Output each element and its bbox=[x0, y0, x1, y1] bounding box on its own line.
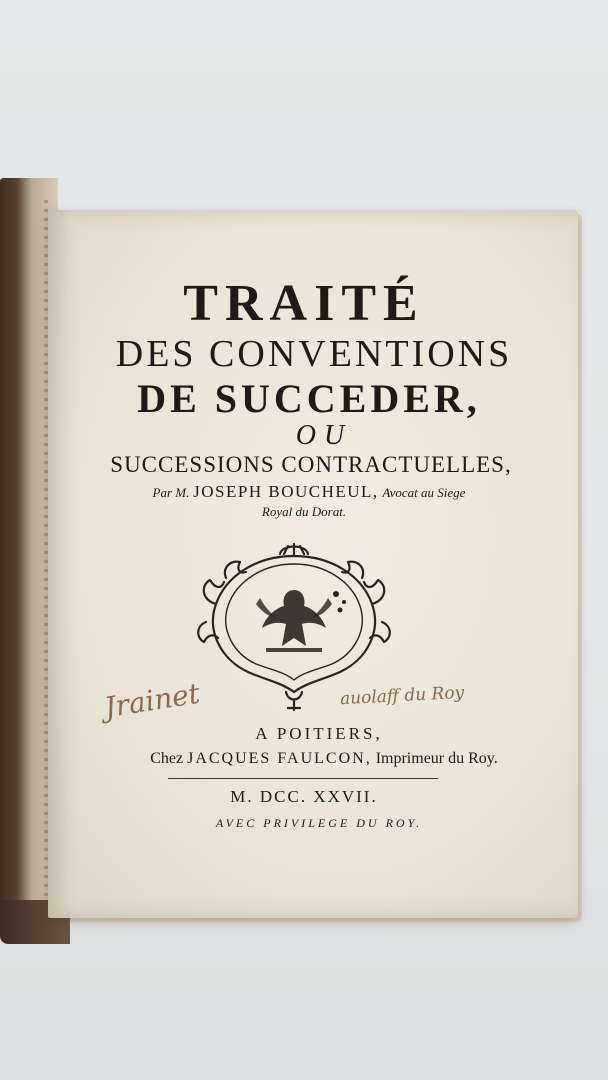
imprint-year: M. DCC. XXVII. bbox=[230, 787, 378, 806]
title-line-ou: OU bbox=[295, 420, 353, 451]
author-name: JOSEPH BOUCHEUL, bbox=[193, 482, 379, 501]
printer-name: JACQUES FAULCON, bbox=[187, 750, 372, 767]
printer-prefix: Chez bbox=[150, 750, 184, 767]
royal-privilege: AVEC PRIVILEGE DU ROY. bbox=[215, 816, 423, 830]
imprint-divider bbox=[168, 778, 438, 779]
title-line-successions: SUCCESSIONS CONTRACTUELLES, bbox=[110, 452, 512, 477]
imprint-printer-line bbox=[0, 750, 608, 768]
printer-role: Imprimeur du Roy. bbox=[375, 750, 498, 767]
author-line bbox=[0, 482, 608, 502]
author-place: Royal du Dorat. bbox=[261, 504, 347, 519]
title-line-traite: TRAITÉ bbox=[183, 275, 425, 332]
handwritten-note-left: Jrainet bbox=[102, 676, 203, 725]
author-role: Avocat au Siege bbox=[382, 485, 466, 500]
title-line-succeder: DE SUCCEDER, bbox=[137, 376, 481, 421]
imprint-city: A POITIERS, bbox=[255, 724, 383, 743]
handwritten-note-right: auolaff du Roy bbox=[339, 682, 465, 710]
author-prefix: Par M. bbox=[152, 485, 190, 500]
title-line-conventions: DES CONVENTIONS bbox=[115, 333, 513, 375]
eagle-cartouche-ornament-icon bbox=[196, 542, 392, 712]
